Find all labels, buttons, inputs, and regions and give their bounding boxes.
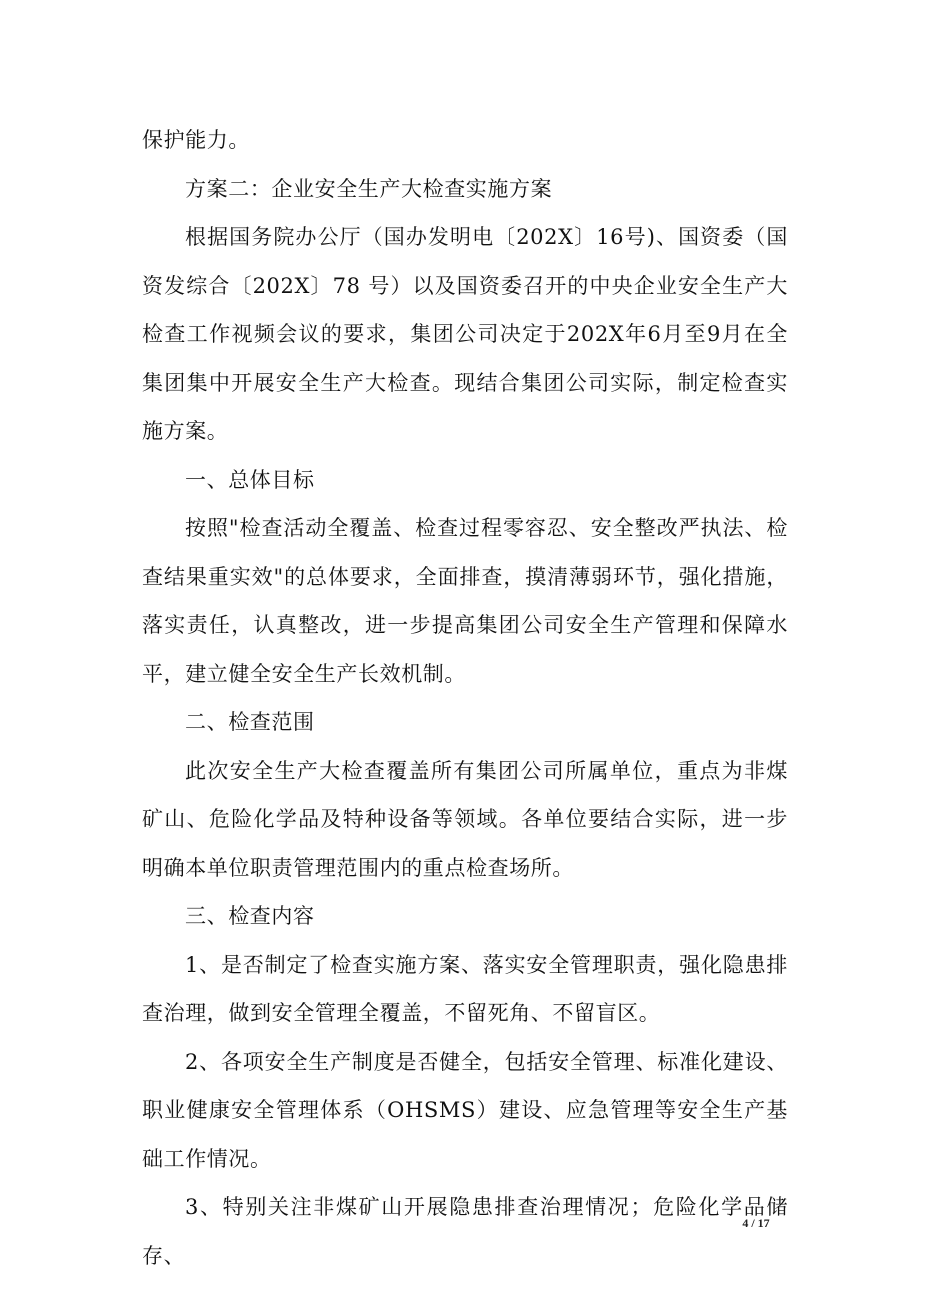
overall-goal-paragraph: 按照"检查活动全覆盖、检查过程零容忍、安全整改严执法、检查结果重实效"的总体要求，全面排查，摸清薄弱环节，强化措施，落实责任，认真整改，进一步提高集团公司安全生产管理和保障水平，建立健全安全生产长效机制。 [142,516,788,686]
section-heading-scope: 二、检查范围 [185,710,315,734]
intro-paragraph: 根据国务院办公厅（国办发明电〔202X〕16号)、国资委（国资发综合〔202X〕78 号）以及国资委召开的中央企业安全生产大检查工作视频会议的要求，集团公司决定于202X年6月至9月在全集团集中开展安全生产大检查。现结合集团公司实际，制定检查实施方案。 [142,225,788,443]
section-heading-overall-goal: 一、总体目标 [185,467,315,492]
page-number: 4 / 17 [742,1216,770,1230]
paragraph-continuation: 保护能力。 [142,128,250,152]
content-item-2: 2、各项安全生产制度是否健全，包括安全管理、标准化建设、职业健康安全管理体系（OHSMS）建设、应急管理等安全生产基础工作情况。 [142,1049,788,1171]
document-body [142,116,788,1280]
content-item-3: 3、特别关注非煤矿山开展隐患排查治理情况；危险化学品储存、 [142,1195,788,1268]
content-item-1: 1、是否制定了检查实施方案、落实安全管理职责，强化隐患排查治理，做到安全管理全覆盖，不留死角、不留盲区。 [142,952,788,1025]
section-heading-content: 三、检查内容 [185,904,315,928]
plan-title: 方案二：企业安全生产大检查实施方案 [185,176,553,201]
scope-paragraph: 此次安全生产大检查覆盖所有集团公司所属单位，重点为非煤矿山、危险化学品及特种设备等领域。各单位要结合实际，进一步明确本单位职责管理范围内的重点检查场所。 [142,758,788,880]
